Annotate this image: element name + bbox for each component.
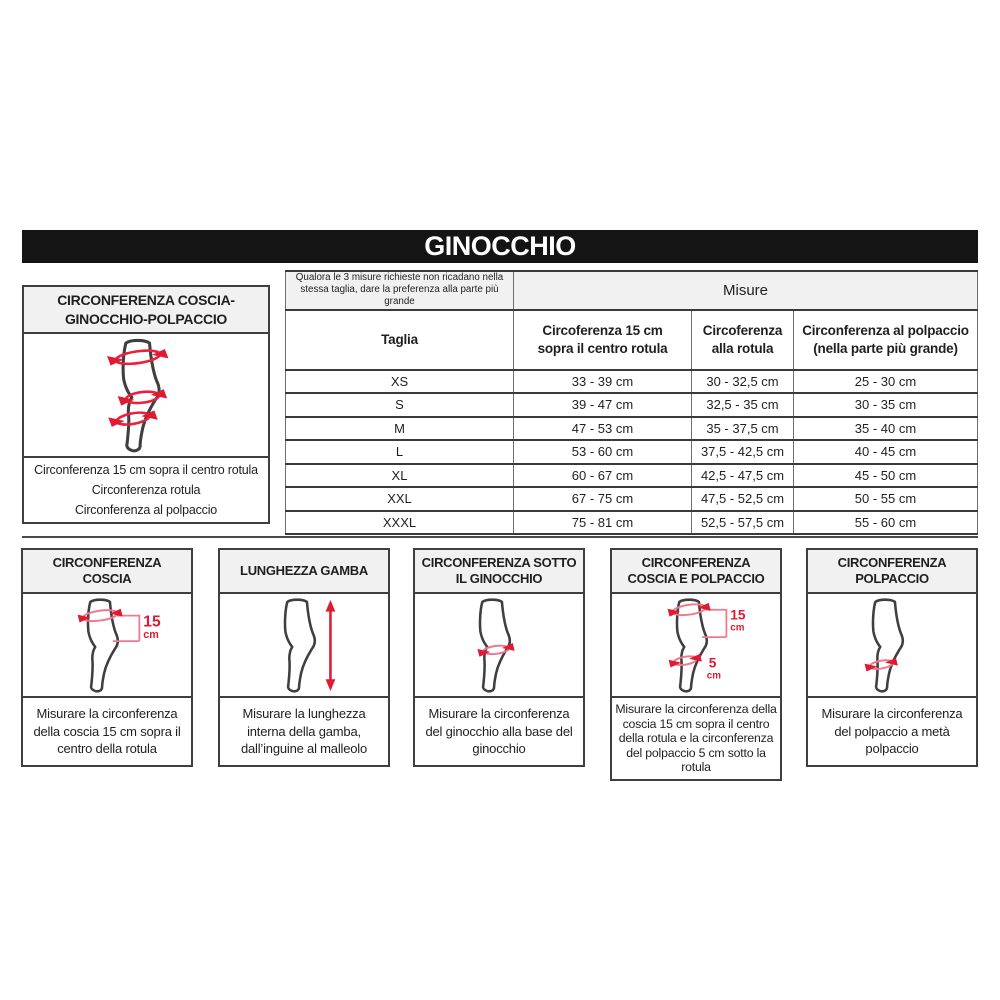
column-header-taglia: Taglia [286, 310, 514, 370]
size-cell: XS [286, 370, 514, 394]
annotation-unit: cm [143, 629, 159, 642]
measure-figure [415, 594, 583, 698]
table-row [286, 393, 978, 417]
value-cell: 42,5 - 47,5 cm [692, 464, 794, 488]
measure-panel-description: Misurare la lunghezza interna della gamba, dall’inguine al malleolo [240, 706, 367, 757]
value-cell: 37,5 - 42,5 cm [692, 440, 794, 464]
title-bar [22, 230, 978, 263]
table-header-row [286, 310, 978, 370]
value-cell: 53 - 60 cm [514, 440, 692, 464]
overview-panel [22, 285, 270, 524]
table-note-row [286, 271, 978, 310]
value-cell: 30 - 35 cm [794, 393, 978, 417]
annotation2-unit: cm [706, 670, 721, 682]
table-row [286, 440, 978, 464]
size-cell: S [286, 393, 514, 417]
size-cell: L [286, 440, 514, 464]
table-note: Qualora le 3 misure richieste non ricadano nella stessa taglia, dare la preferenza alla parte più grande [286, 271, 514, 310]
value-cell: 30 - 32,5 cm [692, 370, 794, 394]
value-cell: 50 - 55 cm [794, 487, 978, 511]
measure-panel-description: Misurare la circonferenza della coscia 15 cm sopra il centro della rotula e la circonferenza del polpaccio 5 cm sotto la rotula [615, 702, 777, 774]
measure-panel-description: Misurare la circonferenza del ginocchio alla base del ginocchio [425, 706, 573, 757]
value-cell: 35 - 37,5 cm [692, 417, 794, 441]
overview-caption-line: Circonferenza 15 cm sopra il centro rotula [34, 463, 258, 477]
leg-calf-measure-icon [808, 596, 976, 694]
table-row [286, 511, 978, 535]
leg-below-knee-icon [415, 596, 583, 694]
overview-figure [24, 334, 268, 456]
size-cell: M [286, 417, 514, 441]
value-cell: 45 - 50 cm [794, 464, 978, 488]
measure-figure [220, 594, 388, 698]
measure-panel-coscia [21, 548, 193, 767]
column-header-circonferenza-rotula: Circoferenza alla rotula [692, 310, 794, 370]
leg-thigh-measure-icon [23, 596, 191, 694]
table-row [286, 417, 978, 441]
value-cell: 47 - 53 cm [514, 417, 692, 441]
value-cell: 55 - 60 cm [794, 511, 978, 535]
annotation-value: 15 [730, 607, 746, 623]
size-table [285, 270, 978, 535]
value-cell: 47,5 - 52,5 cm [692, 487, 794, 511]
page-title: GINOCCHIO [424, 231, 576, 261]
table-row [286, 487, 978, 511]
measure-panel-lunghezza-gamba [218, 548, 390, 767]
value-cell: 35 - 40 cm [794, 417, 978, 441]
value-cell: 60 - 67 cm [514, 464, 692, 488]
measure-panel-description: Misurare la circonferenza della coscia 15 cm sopra il centro della rotula [33, 706, 181, 757]
annotation-value: 15 [143, 613, 161, 631]
overview-caption [24, 456, 268, 522]
measure-panel-sotto-ginocchio [413, 548, 585, 767]
value-cell: 40 - 45 cm [794, 440, 978, 464]
measure-figure [808, 594, 976, 698]
column-header-circonferenza-polpaccio: Circonferenza al polpaccio (nella parte più grande) [794, 310, 978, 370]
overview-caption-line: Circonferenza rotula [91, 483, 201, 497]
measure-panel-polpaccio [806, 548, 978, 767]
size-cell: XXXL [286, 511, 514, 535]
annotation-unit: cm [730, 622, 745, 634]
overview-panel-title: CIRCONFERENZA COSCIA-GINOCCHIO-POLPACCIO [24, 287, 268, 334]
measure-panel-title: CIRCONFERENZA POLPACCIO [808, 550, 976, 594]
leg-three-measures-icon [44, 336, 248, 454]
value-cell: 25 - 30 cm [794, 370, 978, 394]
measure-panel-title: LUNGHEZZA GAMBA [220, 550, 388, 594]
measure-figure [23, 594, 191, 698]
measure-panel-coscia-polpaccio [610, 548, 782, 781]
size-cell: XXL [286, 487, 514, 511]
measure-panel-description: Misurare la circonferenza del polpaccio a metà polpaccio [821, 706, 963, 757]
annotation2-value: 5 [708, 655, 717, 671]
value-cell: 67 - 75 cm [514, 487, 692, 511]
value-cell: 39 - 47 cm [514, 393, 692, 417]
table-row [286, 464, 978, 488]
measures-group-header: Misure [514, 271, 978, 310]
leg-length-arrow-icon [220, 596, 388, 694]
measure-panel-title: CIRCONFERENZA COSCIA [23, 550, 191, 594]
measure-figure [612, 594, 780, 698]
table-row [286, 370, 978, 394]
overview-caption-line: Circonferenza al polpaccio [74, 503, 218, 517]
leg-thigh-calf-icon [612, 596, 780, 694]
column-header-circonferenza-sopra-rotula: Circoferenza 15 cm sopra il centro rotula [514, 310, 692, 370]
section-divider [22, 536, 978, 538]
measure-panel-title: CIRCONFERENZA SOTTO IL GINOCCHIO [415, 550, 583, 594]
size-cell: XL [286, 464, 514, 488]
value-cell: 75 - 81 cm [514, 511, 692, 535]
value-cell: 32,5 - 35 cm [692, 393, 794, 417]
measure-panel-title: CIRCONFERENZA COSCIA E POLPACCIO [612, 550, 780, 594]
value-cell: 52,5 - 57,5 cm [692, 511, 794, 535]
value-cell: 33 - 39 cm [514, 370, 692, 394]
